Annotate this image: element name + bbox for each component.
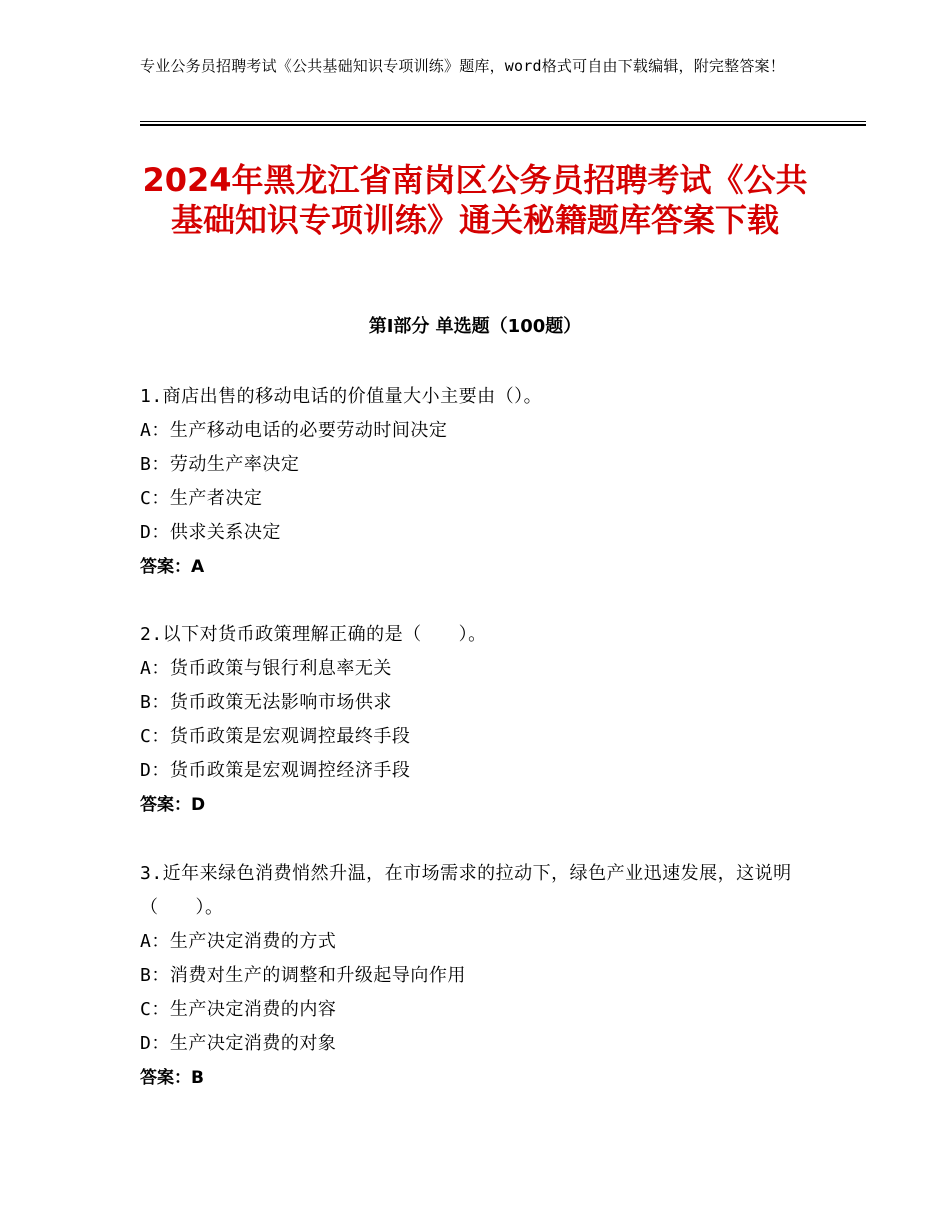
- question-stem: 3.近年来绿色消费悄然升温，在市场需求的拉动下，绿色产业迅速发展，这说明（ ）。: [140, 863, 792, 918]
- answer-label: 答案：B: [140, 1068, 204, 1088]
- answer-label: 答案：A: [140, 557, 205, 577]
- option-d: D：生产决定消费的对象: [140, 1033, 337, 1054]
- option-c: C：生产者决定: [140, 488, 263, 509]
- question-3: [140, 857, 820, 1095]
- option-c: C：生产决定消费的内容: [140, 999, 337, 1020]
- option-b: B：货币政策无法影响市场供求: [140, 692, 392, 713]
- header-rule-thin: [140, 121, 866, 122]
- option-a: A：生产移动电话的必要劳动时间决定: [140, 420, 448, 441]
- header-note: 专业公务员招聘考试《公共基础知识专项训练》题库，word格式可自由下载编辑，附完整答案！: [140, 57, 785, 75]
- answer-label: 答案：D: [140, 795, 206, 815]
- option-d: D：货币政策是宏观调控经济手段: [140, 760, 411, 781]
- header-rule-thick: [140, 124, 866, 126]
- option-a: A：货币政策与银行利息率无关: [140, 658, 392, 679]
- question-stem: 2.以下对货币政策理解正确的是（ ）。: [140, 624, 487, 645]
- option-b: B：消费对生产的调整和升级起导向作用: [140, 965, 466, 986]
- option-b: B：劳动生产率决定: [140, 454, 300, 475]
- question-stem: 1.商店出售的移动电话的价值量大小主要由（）。: [140, 386, 543, 407]
- section-title: 第Ⅰ部分 单选题（100题）: [368, 316, 582, 337]
- option-a: A：生产决定消费的方式: [140, 931, 337, 952]
- question-1: [140, 380, 820, 584]
- option-c: C：货币政策是宏观调控最终手段: [140, 726, 411, 747]
- document-title: 2024年黑龙江省南岗区公务员招聘考试《公共基础知识专项训练》通关秘籍题库答案下载: [142, 161, 808, 239]
- question-2: [140, 618, 820, 822]
- option-d: D：供求关系决定: [140, 522, 281, 543]
